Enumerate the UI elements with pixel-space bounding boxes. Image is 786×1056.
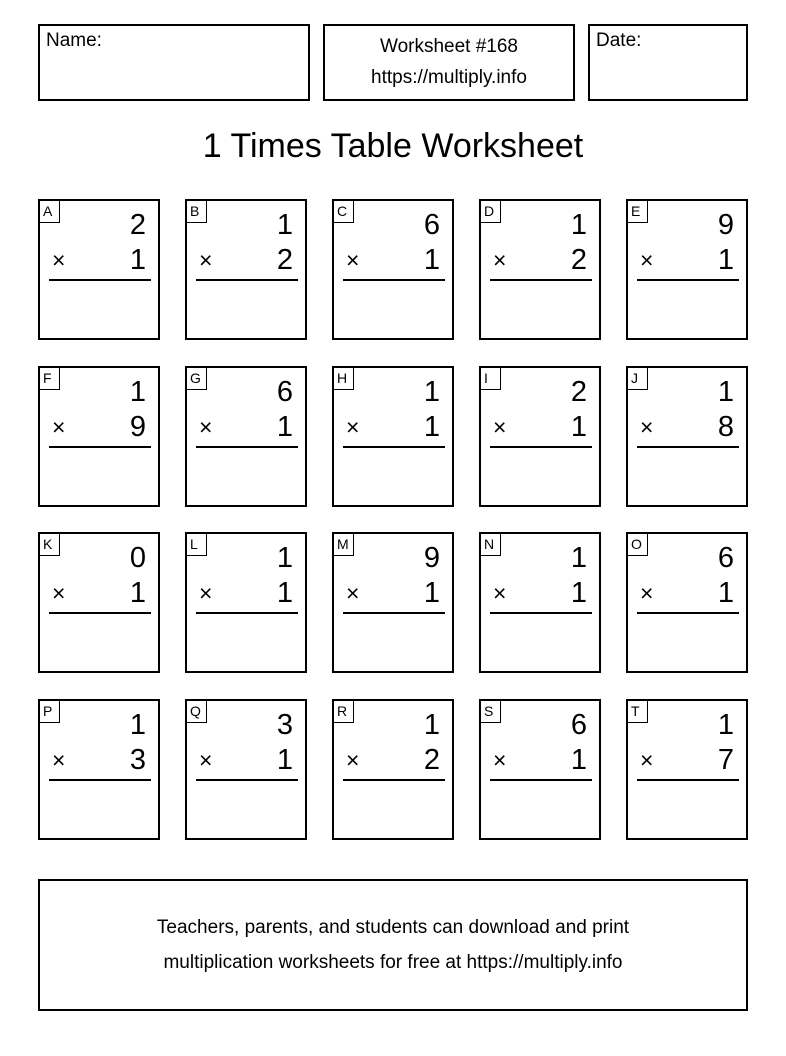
multiplicand: 1 [570, 542, 587, 574]
multiplier: 1 [129, 577, 146, 609]
problem-card[interactable] [38, 199, 160, 340]
times-sign: × [493, 247, 507, 273]
footer-box [38, 879, 748, 1011]
problem-letter: A [40, 201, 60, 223]
multiplier: 7 [717, 744, 734, 776]
multiplicand: 6 [423, 209, 440, 241]
problem-card[interactable] [479, 699, 601, 840]
times-sign: × [640, 414, 654, 440]
problem-letter: M [334, 534, 354, 556]
problem-letter: H [334, 368, 354, 390]
times-sign: × [52, 414, 66, 440]
date-field[interactable] [588, 24, 748, 101]
multiplier: 8 [717, 411, 734, 443]
problem-letter: L [187, 534, 207, 556]
times-sign: × [640, 247, 654, 273]
times-sign: × [52, 580, 66, 606]
multiplicand: 1 [717, 709, 734, 741]
multiplier: 1 [423, 411, 440, 443]
problem-card[interactable] [185, 199, 307, 340]
times-sign: × [199, 747, 213, 773]
problem-card[interactable] [626, 532, 748, 673]
multiplier: 1 [717, 577, 734, 609]
multiplicand: 1 [276, 542, 293, 574]
times-sign: × [346, 747, 360, 773]
date-label: Date: [596, 30, 642, 51]
problem-letter: O [628, 534, 648, 556]
times-sign: × [346, 414, 360, 440]
times-sign: × [199, 580, 213, 606]
problem-letter: J [628, 368, 648, 390]
problem-letter: T [628, 701, 648, 723]
problem-card[interactable] [626, 199, 748, 340]
name-field[interactable] [38, 24, 310, 101]
problem-card[interactable] [38, 366, 160, 507]
times-sign: × [640, 580, 654, 606]
times-sign: × [346, 247, 360, 273]
answer-line [637, 279, 739, 281]
problem-card[interactable] [332, 366, 454, 507]
times-sign: × [199, 247, 213, 273]
multiplier: 1 [276, 577, 293, 609]
multiplier: 2 [276, 244, 293, 276]
answer-line [49, 612, 151, 614]
multiplier: 1 [570, 411, 587, 443]
problem-letter: I [481, 368, 501, 390]
problem-card[interactable] [332, 199, 454, 340]
problem-card[interactable] [479, 366, 601, 507]
multiplicand: 6 [717, 542, 734, 574]
multiplier: 1 [570, 744, 587, 776]
multiplicand: 2 [570, 376, 587, 408]
problem-card[interactable] [185, 699, 307, 840]
answer-line [196, 779, 298, 781]
multiplier: 1 [717, 244, 734, 276]
problem-letter: D [481, 201, 501, 223]
footer-line-1: Teachers, parents, and students can download and print [156, 917, 630, 938]
multiplier: 2 [570, 244, 587, 276]
answer-line [490, 779, 592, 781]
multiplicand: 6 [276, 376, 293, 408]
times-sign: × [493, 414, 507, 440]
multiplicand: 1 [423, 376, 440, 408]
problem-card[interactable] [185, 366, 307, 507]
multiplicand: 9 [423, 542, 440, 574]
answer-line [49, 446, 151, 448]
problem-letter: K [40, 534, 60, 556]
multiplier: 1 [570, 577, 587, 609]
multiplicand: 1 [129, 376, 146, 408]
name-label: Name: [46, 30, 102, 51]
multiplicand: 9 [717, 209, 734, 241]
problem-letter: Q [187, 701, 207, 723]
problem-letter: G [187, 368, 207, 390]
problem-card[interactable] [479, 532, 601, 673]
multiplicand: 1 [423, 709, 440, 741]
multiplier: 2 [423, 744, 440, 776]
answer-line [490, 279, 592, 281]
multiplier: 1 [129, 244, 146, 276]
problem-card[interactable] [38, 699, 160, 840]
answer-line [490, 446, 592, 448]
multiplicand: 2 [129, 209, 146, 241]
problem-letter: R [334, 701, 354, 723]
problem-card[interactable] [332, 699, 454, 840]
times-sign: × [493, 747, 507, 773]
answer-line [637, 779, 739, 781]
problem-card[interactable] [38, 532, 160, 673]
answer-line [196, 279, 298, 281]
multiplicand: 0 [129, 542, 146, 574]
multiplicand: 1 [570, 209, 587, 241]
problem-letter: P [40, 701, 60, 723]
problem-card[interactable] [626, 699, 748, 840]
answer-line [343, 612, 445, 614]
multiplier: 1 [423, 577, 440, 609]
footer-line-2: multiplication worksheets for free at https://multiply.info [163, 952, 623, 973]
problem-letter: S [481, 701, 501, 723]
answer-line [196, 612, 298, 614]
problem-card[interactable] [626, 366, 748, 507]
answer-line [637, 612, 739, 614]
times-sign: × [493, 580, 507, 606]
answer-line [343, 279, 445, 281]
answer-line [637, 446, 739, 448]
multiplier: 1 [276, 744, 293, 776]
answer-line [343, 446, 445, 448]
times-sign: × [199, 414, 213, 440]
times-sign: × [52, 247, 66, 273]
problem-card[interactable] [479, 199, 601, 340]
problem-card[interactable] [185, 532, 307, 673]
times-sign: × [346, 580, 360, 606]
problem-card[interactable] [332, 532, 454, 673]
multiplicand: 6 [570, 709, 587, 741]
multiplicand: 1 [129, 709, 146, 741]
problem-letter: C [334, 201, 354, 223]
times-sign: × [52, 747, 66, 773]
multiplicand: 1 [717, 376, 734, 408]
answer-line [49, 279, 151, 281]
answer-line [49, 779, 151, 781]
problem-letter: E [628, 201, 648, 223]
answer-line [196, 446, 298, 448]
problem-letter: B [187, 201, 207, 223]
problem-letter: F [40, 368, 60, 390]
answer-line [490, 612, 592, 614]
times-sign: × [640, 747, 654, 773]
multiplier: 1 [276, 411, 293, 443]
multiplier: 1 [423, 244, 440, 276]
multiplicand: 1 [276, 209, 293, 241]
problem-letter: N [481, 534, 501, 556]
worksheet-number: Worksheet #168 [379, 36, 518, 57]
multiplier: 9 [129, 411, 146, 443]
worksheet-url: https://multiply.info [371, 67, 527, 88]
multiplicand: 3 [276, 709, 293, 741]
worksheet-info-box [323, 24, 575, 101]
page-title: 1 Times Table Worksheet [202, 127, 584, 165]
answer-line [343, 779, 445, 781]
multiplier: 3 [129, 744, 146, 776]
